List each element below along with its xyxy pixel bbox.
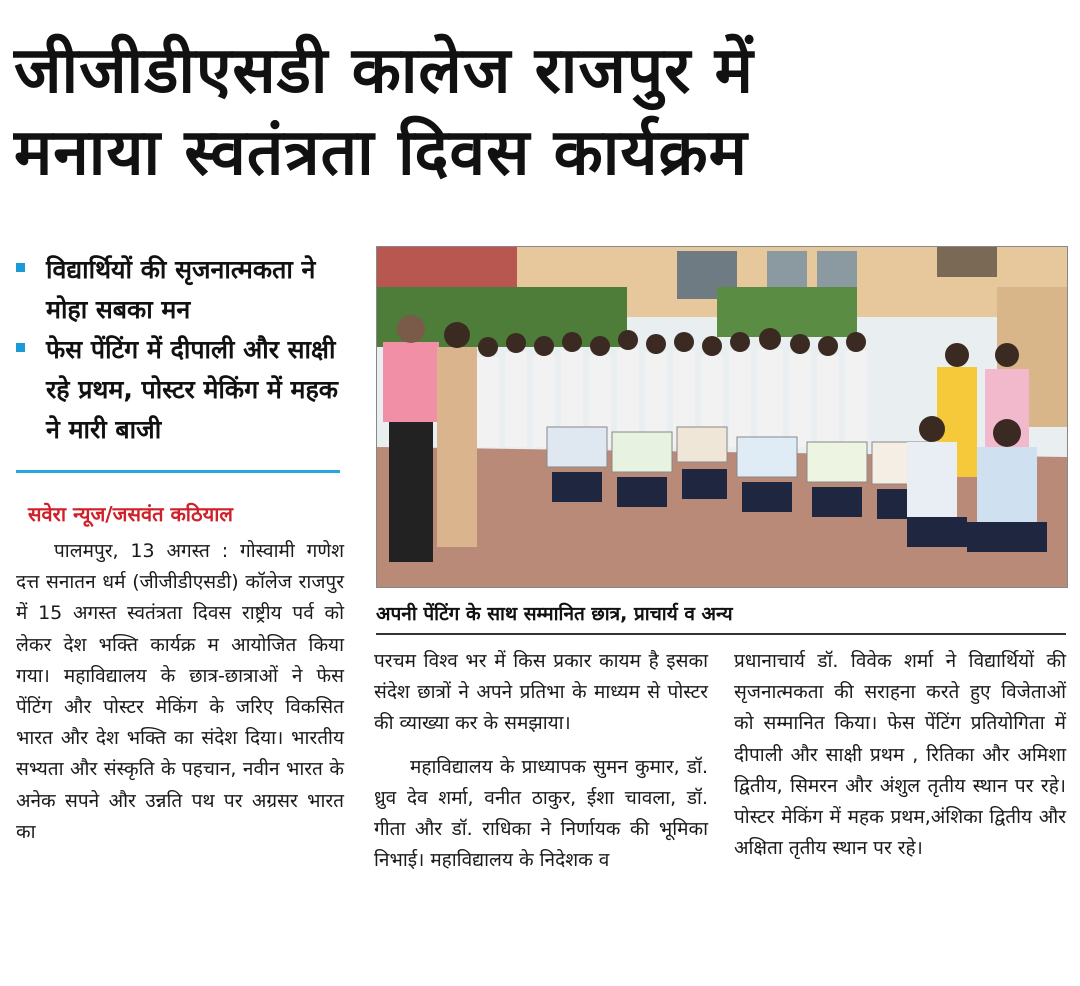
square-bullet-icon: [16, 263, 25, 272]
headline-line-2: मनाया स्वतंत्रता दिवस कार्यक्रम: [14, 116, 748, 190]
article-column-1: [16, 536, 344, 848]
article-paragraph: पालमपुर, 13 अगस्त : गोस्वामी गणेश दत्त सनातन धर्म (जीजीडीएसडी) कॉलेज राजपुर में 15 अगस्त स्वतंत्रता दिवस राष्ट्रीय पर्व को लेकर देश भक्ति कार्यक्र म आयोजित किया गया। महाविद्यालय के छात्र-छात्राओं ने फेस पेंटिंग और पोस्टर मेकिंग के जरिए विकसित भारत और देश भक्ति का संदेश दिया। भारतीय सभ्यता और संस्कृति के पहचान, नवीन भारत के अनेक सपने और उन्नति पथ पर अग्रसर भारत का: [16, 540, 344, 843]
photo-caption: अपनी पेंटिंग के साथ सम्मानित छात्र, प्राचार्य व अन्य: [376, 603, 733, 625]
subheadline-list: [10, 250, 340, 450]
subheadline-text: विद्यार्थियों की सृजनात्मकता ने मोहा सबका मन: [46, 255, 316, 324]
article-paragraph: महाविद्यालय के प्राध्यापक सुमन कुमार, डॉ. ध्रुव देव शर्मा, वनीत ठाकुर, ईशा चावला, डॉ. गीता और डॉ. राधिका ने निर्णायक की भूमिका निभाई। महाविद्यालय के निदेशक व: [374, 755, 708, 872]
square-bullet-icon: [16, 343, 25, 352]
article-paragraph: प्रधानाचार्य डॉ. विवेक शर्मा ने विद्यार्थियों की सृजनात्मकता की सराहना करते हुए विजेताओं को सम्मानित किया। फेस पेंटिंग प्रतियोगिता में दीपाली और साक्षी प्रथम , रितिका और अमिशा द्वितीय, सिमरन और अंशुल तृतीय स्थान पर रहे। पोस्टर मेकिंग में महक प्रथम,अंशिका द्वितीय और अक्षिता तृतीय स्थान पर रहे।: [734, 650, 1066, 860]
headline-line-1: जीजीडीएसडी कालेज राजपुर में: [14, 34, 754, 108]
news-photo: [376, 246, 1068, 588]
group-photo-illustration: [377, 247, 1067, 587]
article-column-2: [374, 646, 708, 876]
subheadline-divider: [16, 470, 340, 473]
subheadline-text: फेस पेंटिंग में दीपाली और साक्षी रहे प्रथम, पोस्टर मेकिंग में महक ने मारी बाजी: [46, 335, 338, 444]
article-column-3: [734, 646, 1066, 864]
article-paragraph: परचम विश्व भर में किस प्रकार कायम है इसका संदेश छात्रों ने अपने प्रतिभा के माध्यम से पोस्टर की व्याख्या कर के समझाया।: [374, 650, 708, 735]
caption-divider: [376, 633, 1066, 635]
subheadline-item: [10, 330, 340, 450]
subheadline-item: [10, 250, 340, 330]
headline: [14, 30, 1070, 194]
byline: सवेरा न्यूज/जसवंत कठियाल: [28, 502, 233, 526]
